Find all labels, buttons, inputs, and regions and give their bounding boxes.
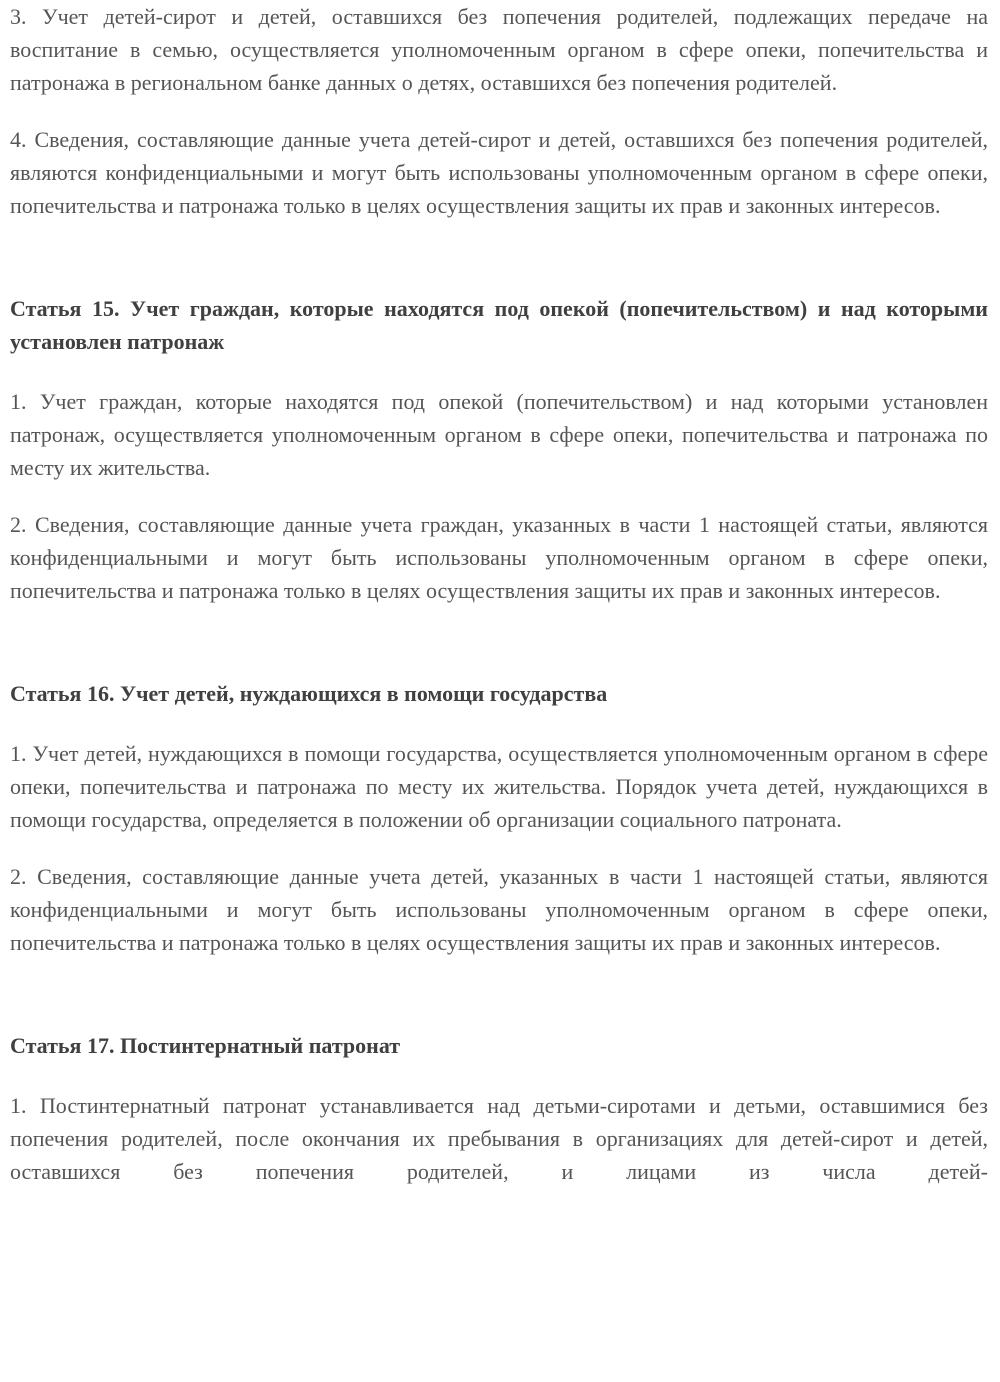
article-17-heading: Статья 17. Постинтернатный патронат [10, 1033, 401, 1058]
article-15-paragraph-2: 2. Сведения, составляющие данные учета граждан, указанных в части 1 настоящей статьи, являются конфиденциальными и могут быть использованы уполномоченным органом в сфере опеки, попечительства и патронажа только в целях осуществления защиты их прав и законных интересов. [10, 512, 988, 603]
article-15-paragraph-1: 1. Учет граждан, которые находятся под опекой (попечительством) и над которыми установлен патронаж, осуществляется уполномоченным органом в сфере опеки, попечительства и патронажа по месту их жительства. [10, 389, 988, 480]
article-17-paragraph-1: 1. Постинтернатный патронат устанавливается над детьми-сиротами и детьми, оставшимися без попечения родителей, после окончания их пребывания в организациях для детей-сирот и детей, оставшихся без попечения родителей, и лицами из числа детей- [10, 1093, 988, 1184]
article-16-heading: Статья 16. Учет детей, нуждающихся в помощи государства [10, 681, 608, 706]
article-15-heading: Статья 15. Учет граждан, которые находятся под опекой (попечительством) и над которыми установлен патронаж [10, 296, 988, 354]
document-page [10, 0, 988, 1188]
article-16-paragraph-1: 1. Учет детей, нуждающихся в помощи государства, осуществляется уполномоченным органом в сфере опеки, попечительства и патронажа по месту их жительства. Порядок учета детей, нуждающихся в помощи государства, определяется в положении об организации социального патроната. [10, 741, 988, 832]
article-14-paragraph-3: 3. Учет детей-сирот и детей, оставшихся без попечения родителей, подлежащих передаче на воспитание в семью, осуществляется уполномоченным органом в сфере опеки, попечительства и патронажа в региональном банке данных о детях, оставшихся без попечения родителей. [10, 4, 988, 95]
article-14-paragraph-4: 4. Сведения, составляющие данные учета детей-сирот и детей, оставшихся без попечения родителей, являются конфиденциальными и могут быть использованы уполномоченным органом в сфере опеки, попечительства и патронажа только в целях осуществления защиты их прав и законных интересов. [10, 127, 988, 218]
article-16-paragraph-2: 2. Сведения, составляющие данные учета детей, указанных в части 1 настоящей статьи, являются конфиденциальными и могут быть использованы уполномоченным органом в сфере опеки, попечительства и патронажа только в целях осуществления защиты их прав и законных интересов. [10, 864, 988, 955]
